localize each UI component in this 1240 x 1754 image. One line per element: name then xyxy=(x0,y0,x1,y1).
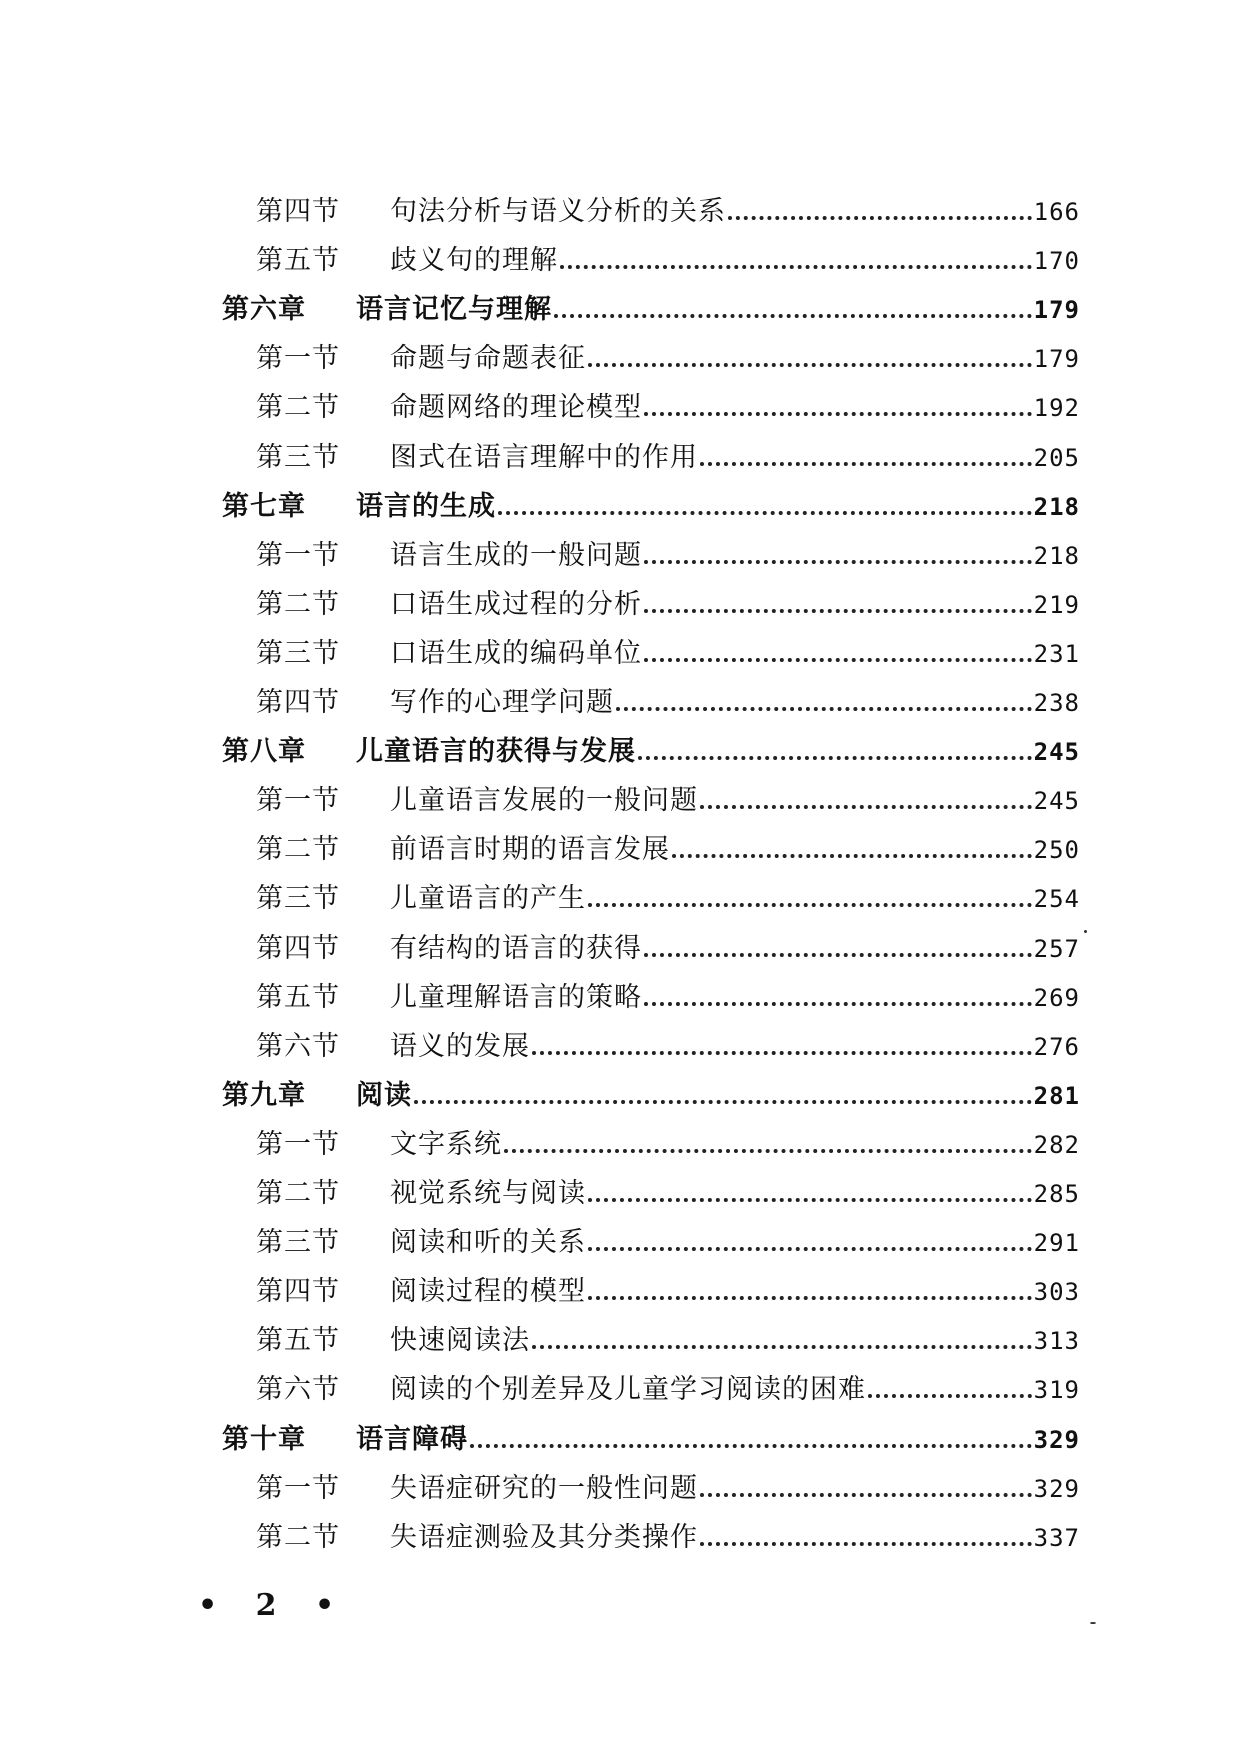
toc-page-number: 218 xyxy=(1033,541,1080,570)
toc-section-row xyxy=(256,239,1080,283)
toc-dot-leader xyxy=(700,779,1032,823)
toc-section-row xyxy=(256,583,1080,627)
toc-page-number: 231 xyxy=(1033,639,1080,668)
toc-title: 句法分析与语义分析的关系 xyxy=(390,196,726,227)
toc-section-row xyxy=(256,386,1080,430)
scan-speck xyxy=(1084,930,1087,933)
toc-label: 第一节 xyxy=(256,1472,340,1504)
toc-page-number: 166 xyxy=(1033,198,1080,226)
toc-page-number: 285 xyxy=(1033,1180,1080,1208)
toc-section-row xyxy=(256,828,1080,872)
toc-label: 第四节 xyxy=(256,1276,340,1308)
toc-dot-leader xyxy=(504,1123,1032,1167)
toc-dot-leader xyxy=(644,632,1032,676)
toc-dot-leader xyxy=(638,730,1032,774)
toc-title: 有结构的语言的获得 xyxy=(390,932,642,964)
toc-title: 阅读和听的关系 xyxy=(390,1227,586,1259)
toc-page-number: 282 xyxy=(1033,1130,1080,1159)
toc-label: 第一节 xyxy=(256,1128,340,1160)
toc-dot-leader xyxy=(554,288,1032,332)
toc-page-number: 329 xyxy=(1033,1474,1080,1503)
toc-page-number: 170 xyxy=(1033,247,1080,276)
toc-title: 歧义句的理解 xyxy=(390,245,558,277)
toc-label: 第五节 xyxy=(256,1325,340,1357)
toc-page-number: 291 xyxy=(1033,1229,1080,1258)
toc-section-row xyxy=(256,1516,1080,1560)
toc-label: 第六节 xyxy=(256,1374,340,1406)
toc-title: 阅读的个别差异及儿童学习阅读的困难 xyxy=(390,1374,866,1406)
toc-title: 口语生成的编码单位 xyxy=(390,637,642,669)
toc-section-row xyxy=(256,1467,1080,1511)
toc-page-number: 281 xyxy=(1033,1081,1080,1110)
toc-title: 儿童语言的产生 xyxy=(390,883,586,915)
toc-title: 视觉系统与阅读 xyxy=(390,1178,586,1209)
toc-chapter-row xyxy=(222,1074,1080,1118)
toc-chapter-row xyxy=(222,485,1080,529)
toc-page-number: 218 xyxy=(1033,492,1080,521)
toc-title: 儿童语言发展的一般问题 xyxy=(390,785,698,817)
toc-title: 语言生成的一般问题 xyxy=(390,539,642,571)
toc-label: 第七章 xyxy=(222,490,306,522)
toc-section-row xyxy=(256,190,1080,234)
toc-section-row xyxy=(256,337,1080,381)
toc-section-row xyxy=(256,1025,1080,1069)
toc-chapter-row xyxy=(222,288,1080,332)
toc-dot-leader xyxy=(470,1418,1032,1462)
page-number: • 2 • xyxy=(198,1588,349,1623)
toc-page-number: 303 xyxy=(1033,1278,1080,1307)
toc-title: 语义的发展 xyxy=(390,1030,530,1062)
toc-section-row xyxy=(256,436,1080,480)
toc-page-number: 192 xyxy=(1033,394,1080,423)
toc-title: 阅读 xyxy=(356,1079,412,1111)
toc-label: 第三节 xyxy=(256,1227,340,1259)
toc-page-number: 276 xyxy=(1033,1032,1080,1061)
toc-title: 阅读过程的模型 xyxy=(390,1276,586,1308)
toc-dot-leader xyxy=(532,1319,1032,1363)
toc-dot-leader xyxy=(532,1025,1032,1069)
toc-dot-leader xyxy=(644,927,1032,971)
toc-title: 图式在语言理解中的作用 xyxy=(390,441,698,473)
scan-speck xyxy=(1090,1622,1096,1624)
toc-page-number: 219 xyxy=(1033,590,1080,619)
toc-dot-leader xyxy=(700,436,1032,480)
toc-page-number: 337 xyxy=(1033,1523,1080,1552)
toc-dot-leader xyxy=(498,485,1032,529)
toc-section-row xyxy=(256,632,1080,676)
toc-label: 第四节 xyxy=(256,932,340,964)
toc-dot-leader xyxy=(700,1467,1032,1511)
toc-label: 第二节 xyxy=(256,834,340,866)
toc-section-row xyxy=(256,1172,1080,1216)
toc-title: 语言的生成 xyxy=(356,490,496,522)
toc-chapter-row xyxy=(222,730,1080,774)
toc-title: 语言障碍 xyxy=(356,1423,468,1455)
toc-dot-leader xyxy=(868,1368,1032,1412)
toc-section-row xyxy=(256,1319,1080,1363)
toc-dot-leader xyxy=(728,190,1032,234)
toc-dot-leader xyxy=(644,386,1032,430)
toc-section-row xyxy=(256,877,1080,921)
toc-title: 命题与命题表征 xyxy=(390,343,586,375)
toc-page-number: 329 xyxy=(1033,1425,1080,1454)
toc-section-row xyxy=(256,1123,1080,1167)
toc-title: 儿童理解语言的策略 xyxy=(390,981,642,1013)
toc-dot-leader xyxy=(700,1516,1032,1560)
toc-dot-leader xyxy=(644,534,1032,578)
toc-label: 第五节 xyxy=(256,981,340,1013)
toc-title: 前语言时期的语言发展 xyxy=(390,834,670,866)
toc-dot-leader xyxy=(588,1270,1032,1314)
toc-label: 第一节 xyxy=(256,539,340,571)
toc-title: 快速阅读法 xyxy=(390,1325,530,1357)
toc-page-number: 269 xyxy=(1033,983,1080,1012)
toc-page-number: 179 xyxy=(1033,296,1080,325)
toc-dot-leader xyxy=(414,1074,1032,1118)
toc-dot-leader xyxy=(588,337,1032,381)
toc-title: 儿童语言的获得与发展 xyxy=(356,736,636,768)
toc-title: 文字系统 xyxy=(390,1128,502,1160)
toc-dot-leader xyxy=(644,976,1032,1020)
toc-label: 第四节 xyxy=(256,196,340,227)
toc-section-row xyxy=(256,1270,1080,1314)
toc-page-number: 245 xyxy=(1033,787,1080,816)
toc-title: 口语生成过程的分析 xyxy=(390,588,642,620)
toc-title: 失语症研究的一般性问题 xyxy=(390,1472,698,1504)
toc-dot-leader xyxy=(616,681,1032,725)
toc-section-row xyxy=(256,976,1080,1020)
toc-dot-leader xyxy=(672,828,1032,872)
toc-page-number: 254 xyxy=(1033,885,1080,914)
toc-label: 第六节 xyxy=(256,1030,340,1062)
toc-dot-leader xyxy=(588,1172,1032,1216)
toc-page-number: 250 xyxy=(1033,836,1080,865)
toc-page-number: 179 xyxy=(1033,345,1080,374)
toc-label: 第一节 xyxy=(256,343,340,375)
toc-label: 第十章 xyxy=(222,1423,306,1455)
toc-title: 命题网络的理论模型 xyxy=(390,392,642,424)
toc-label: 第二节 xyxy=(256,588,340,620)
toc-page-number: 238 xyxy=(1033,689,1080,717)
toc-label: 第九章 xyxy=(222,1079,306,1111)
toc-label: 第五节 xyxy=(256,245,340,277)
toc-label: 第八章 xyxy=(222,736,306,768)
toc-section-row xyxy=(256,927,1080,971)
toc-page-number: 313 xyxy=(1033,1327,1080,1356)
toc-title: 写作的心理学问题 xyxy=(390,687,614,718)
toc-page-number: 245 xyxy=(1033,738,1080,767)
toc-dot-leader xyxy=(560,239,1032,283)
toc-chapter-row xyxy=(222,1418,1080,1462)
toc-label: 第二节 xyxy=(256,392,340,424)
toc-page-number: 319 xyxy=(1033,1376,1080,1405)
toc-label: 第三节 xyxy=(256,883,340,915)
toc-label: 第四节 xyxy=(256,687,340,718)
toc-section-row xyxy=(256,534,1080,578)
toc-section-row xyxy=(256,1368,1080,1412)
toc-label: 第三节 xyxy=(256,441,340,473)
toc-dot-leader xyxy=(644,583,1032,627)
toc-label: 第二节 xyxy=(256,1178,340,1209)
toc-label: 第三节 xyxy=(256,637,340,669)
toc-section-row xyxy=(256,681,1080,725)
toc-section-row xyxy=(256,1221,1080,1265)
toc-title: 语言记忆与理解 xyxy=(356,294,552,326)
toc-label: 第二节 xyxy=(256,1521,340,1553)
toc-section-row xyxy=(256,779,1080,823)
toc-title: 失语症测验及其分类操作 xyxy=(390,1521,698,1553)
toc-page-number: 257 xyxy=(1033,934,1080,963)
toc-page-number: 205 xyxy=(1033,443,1080,472)
toc-dot-leader xyxy=(588,877,1032,921)
toc-dot-leader xyxy=(588,1221,1032,1265)
toc-label: 第一节 xyxy=(256,785,340,817)
toc-label: 第六章 xyxy=(222,294,306,326)
